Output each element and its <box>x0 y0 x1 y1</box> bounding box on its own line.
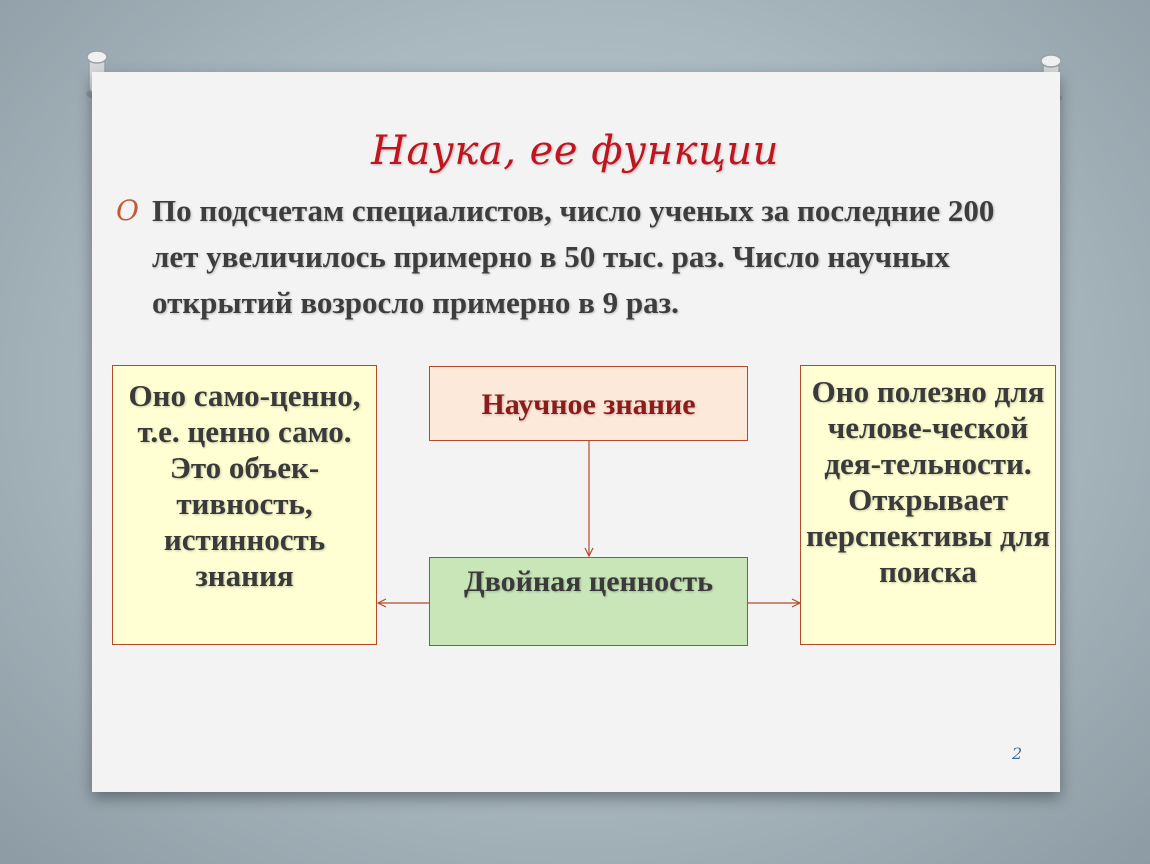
scientific-knowledge-box: Научное знание <box>429 366 748 441</box>
bullet-marker-icon: O <box>116 194 139 227</box>
dual-value-box: Двойная ценность <box>429 557 748 646</box>
intrinsic-value-box: Оно само-ценно, т.е. ценно само. Это объек-тивность, истинность знания <box>112 365 377 645</box>
slide-title: Наука, ее функции <box>371 128 779 174</box>
page-number: 2 <box>1012 744 1023 763</box>
bullet-text: По подсчетам специалистов, число ученых за последние 200 лет увеличилось примерно в 50 тыс. раз. Число научных открытий возросло примерно в 9 раз. <box>152 193 995 320</box>
practical-value-box: Оно полезно для челове-ческой дея-тельности. Открывает перспективы для поиска <box>800 365 1056 645</box>
